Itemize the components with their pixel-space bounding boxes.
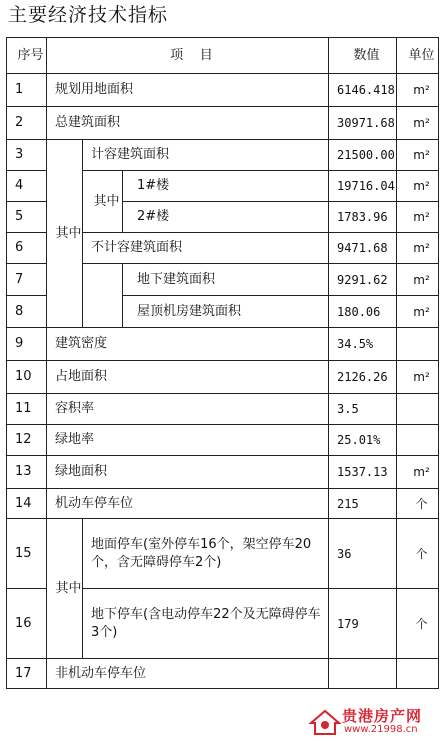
row-unit: m² — [397, 456, 439, 489]
row-item: 不计容建筑面积 — [83, 233, 329, 264]
row-value: 3.5 — [329, 394, 397, 425]
page-title: 主要经济技术指标 — [8, 4, 169, 26]
row-value: 215 — [329, 489, 397, 519]
row-seq: 8 — [7, 296, 47, 328]
table-header-row — [7, 38, 439, 74]
table-row — [7, 394, 439, 425]
table-row — [7, 489, 439, 519]
watermark-name: 贵港房产网 — [342, 707, 423, 725]
row-value: 34.5% — [329, 328, 397, 361]
row-value: 1537.13 — [329, 456, 397, 489]
row-seq: 14 — [7, 489, 47, 519]
row-unit: m² — [397, 296, 439, 328]
row-seq: 6 — [7, 233, 47, 264]
table-row — [7, 107, 439, 140]
row-value: 21500.00 — [329, 140, 397, 171]
row-item: 2#楼 — [123, 202, 329, 233]
row-item: 计容建筑面积 — [83, 140, 329, 171]
row-seq: 17 — [7, 659, 47, 689]
row-item: 1#楼 — [123, 171, 329, 202]
row-unit — [397, 659, 439, 689]
row-item: 规划用地面积 — [47, 74, 329, 107]
row-seq: 2 — [7, 107, 47, 140]
row-seq: 13 — [7, 456, 47, 489]
table-row — [7, 74, 439, 107]
row-value: 2126.26 — [329, 361, 397, 394]
row-item: 地下停车(含电动停车22个及无障碍停车3个) — [83, 589, 329, 659]
row-seq: 7 — [7, 264, 47, 296]
row-unit: m² — [397, 107, 439, 140]
row-item: 占地面积 — [47, 361, 329, 394]
header-item: 项 目 — [47, 38, 329, 74]
row-value — [329, 659, 397, 689]
watermark-house-icon — [308, 707, 342, 737]
row-seq: 16 — [7, 589, 47, 659]
row-unit — [397, 394, 439, 425]
row-seq: 9 — [7, 328, 47, 361]
row-value: 36 — [329, 519, 397, 589]
row-seq: 10 — [7, 361, 47, 394]
row-item: 地面停车(室外停车16个，架空停车20个，含无障碍停车2个) — [83, 519, 329, 589]
row-item: 绿地面积 — [47, 456, 329, 489]
blank-cell — [83, 264, 123, 328]
row-unit — [397, 328, 439, 361]
row-unit: m² — [397, 202, 439, 233]
table-row — [7, 425, 439, 456]
row-item: 机动车停车位 — [47, 489, 329, 519]
table-row — [7, 361, 439, 394]
row-value: 9471.68 — [329, 233, 397, 264]
row-seq: 5 — [7, 202, 47, 233]
row-seq: 3 — [7, 140, 47, 171]
row-unit: 个 — [397, 489, 439, 519]
header-unit: 单位 — [397, 38, 439, 74]
row-value: 1783.96 — [329, 202, 397, 233]
row-unit: m² — [397, 233, 439, 264]
header-value: 数值 — [329, 38, 397, 74]
row-seq: 4 — [7, 171, 47, 202]
row-item: 地下建筑面积 — [123, 264, 329, 296]
group-label-qizhong: 其中 — [47, 140, 83, 328]
row-seq: 15 — [7, 519, 47, 589]
row-item: 总建筑面积 — [47, 107, 329, 140]
row-value: 25.01% — [329, 425, 397, 456]
table-row — [7, 140, 439, 171]
row-value: 179 — [329, 589, 397, 659]
row-item: 屋顶机房建筑面积 — [123, 296, 329, 328]
header-seq: 序号 — [7, 38, 47, 74]
row-item: 绿地率 — [47, 425, 329, 456]
row-item: 建筑密度 — [47, 328, 329, 361]
row-unit: m² — [397, 264, 439, 296]
row-seq: 1 — [7, 74, 47, 107]
row-seq: 12 — [7, 425, 47, 456]
row-unit: 个 — [397, 519, 439, 589]
row-seq: 11 — [7, 394, 47, 425]
row-item: 非机动车停车位 — [47, 659, 329, 689]
table-row — [7, 519, 439, 589]
row-value: 6146.418 — [329, 74, 397, 107]
group-label-qizhong: 其中 — [47, 519, 83, 659]
row-unit — [397, 425, 439, 456]
row-value: 30971.68 — [329, 107, 397, 140]
row-value: 180.06 — [329, 296, 397, 328]
row-item: 容积率 — [47, 394, 329, 425]
row-value: 19716.04 — [329, 171, 397, 202]
row-unit: m² — [397, 74, 439, 107]
table-row — [7, 328, 439, 361]
indicator-table — [6, 37, 439, 689]
row-unit: m² — [397, 140, 439, 171]
table-row — [7, 456, 439, 489]
row-unit: m² — [397, 171, 439, 202]
subgroup-label-qizhong: 其中 — [83, 171, 123, 233]
table-row — [7, 659, 439, 689]
row-unit: 个 — [397, 589, 439, 659]
row-unit: m² — [397, 361, 439, 394]
watermark-logo — [308, 705, 438, 739]
watermark-url: www.21998.cn — [344, 724, 418, 735]
row-value: 9291.62 — [329, 264, 397, 296]
